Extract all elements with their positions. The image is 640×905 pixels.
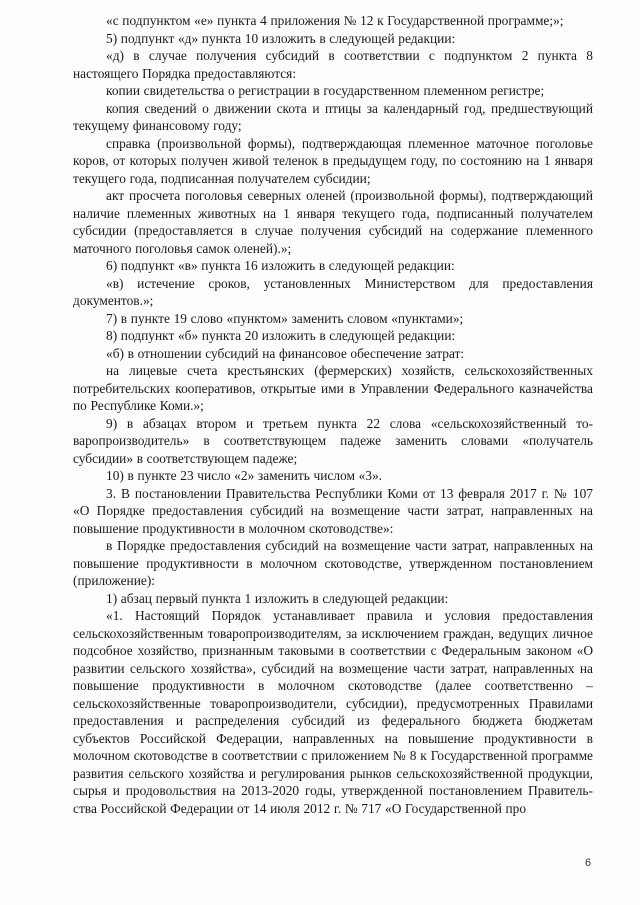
paragraph: «д) в случае получения субсидий в соответствии с подпунктом 2 пункта 8 настоящего Порядка предоставляются: [73, 48, 593, 81]
paragraph: 10) в пункте 23 число «2» заменить числом «3». [106, 468, 383, 483]
paragraph: «с подпунктом «е» пункта 4 приложения № 12 к Государственной программе;»; [106, 13, 564, 28]
paragraph: в Порядке предоставления субсидий на возмещение части затрат, направленных на повышение продуктивности в молочном скотоводстве, утвержденном постановлением (приложение): [73, 538, 593, 588]
paragraph: 6) подпункт «в» пункта 16 изложить в следующей редакции: [106, 258, 455, 273]
page-number: 6 [585, 857, 592, 869]
paragraph: справка (произвольной формы), подтверждающая племенное маточное поголовье коров, от которых получен живой теленок в предыдущем году, по состоянию на 1 января текущего года, подписанная получателем субсидии; [73, 135, 593, 186]
paragraph: 7) в пункте 19 слово «пунктом» заменить словом «пунктами»; [106, 310, 464, 326]
paragraph: 8) подпункт «б» пункта 20 изложить в следующей редакции: [106, 328, 456, 343]
paragraph: копии свидетельства о регистрации в государственном племенном регистре; [106, 83, 545, 98]
document-body [73, 12, 593, 817]
paragraph: на лицевые счета крестьянских (фермерских) хозяйств, сельскохозяйственных потребительских кооперативов, открытые ими в Управлении Федерального казначейства по Республике Коми.»; [73, 363, 593, 413]
paragraph: копия сведений о движении скота и птицы за календарный год, предшествующий текущему финансовому году; [73, 100, 593, 133]
paragraph: акт просчета поголовья северных оленей (произвольной формы), подтверждающий наличие племенных животных на 1 января текущего года, подписанный получателем субсидии (предоставляется в случае получения субсидий на содержание племенного маточного поголовья самок оленей).»; [73, 188, 593, 256]
paragraph: 9) в абзацах втором и третьем пункта 22 слова «сельскохозяйственный товаропроизводитель» в соответствующем падеже заменить словами «получатель субсидии» в соответствующем падеже; [73, 415, 593, 466]
paragraph: 3. В постановлении Правительства Республики Коми от 13 февраля 2017 г. № 107 «О Порядке предоставления субсидий на возмещение части затрат, направленных на повышение продуктивности в молочном скотоводстве»: [73, 485, 593, 536]
paragraph: 1) абзац первый пункта 1 изложить в следующей редакции: [106, 590, 449, 606]
paragraph: «в) истечение сроков, установленных Министерством для предоставления документов.»; [73, 275, 593, 308]
paragraph: «б) в отношении субсидий на финансовое обеспечение затрат: [106, 345, 465, 361]
paragraph: «1. Настоящий Порядок устанавливает правила и условия предоставления сельскохозяйственным товаропроизводителям, за исключением граждан, ведущих личное подсобное хозяйство, признанным таковыми в соответствии с Федеральным законом «О развитии сельского хозяйства», субсидий на возмещение части затрат, направленных на повышение продуктивности в молочном скотоводстве (далее соответственно – сельскохозяйственные товаропроизводители, субсидии), предусмотренных Правилами предоставления и распределения субсидий из федерального бюджета бюджетам субъектов Российской Федерации, направленных на повышение продуктивности в молочном скотоводстве в соответствии с приложением № 8 к Государственной программе развития сельского хозяйства и регулирования рынков сельскохозяйственной продукции, сырья и продовольствия на 2013-2020 годы, утвержденной постановлением Правительства Российской Федерации от 14 июля 2012 г. № 717 «О Государственной про [73, 608, 593, 816]
paragraph: 5) подпункт «д» пункта 10 изложить в следующей редакции: [106, 30, 456, 46]
